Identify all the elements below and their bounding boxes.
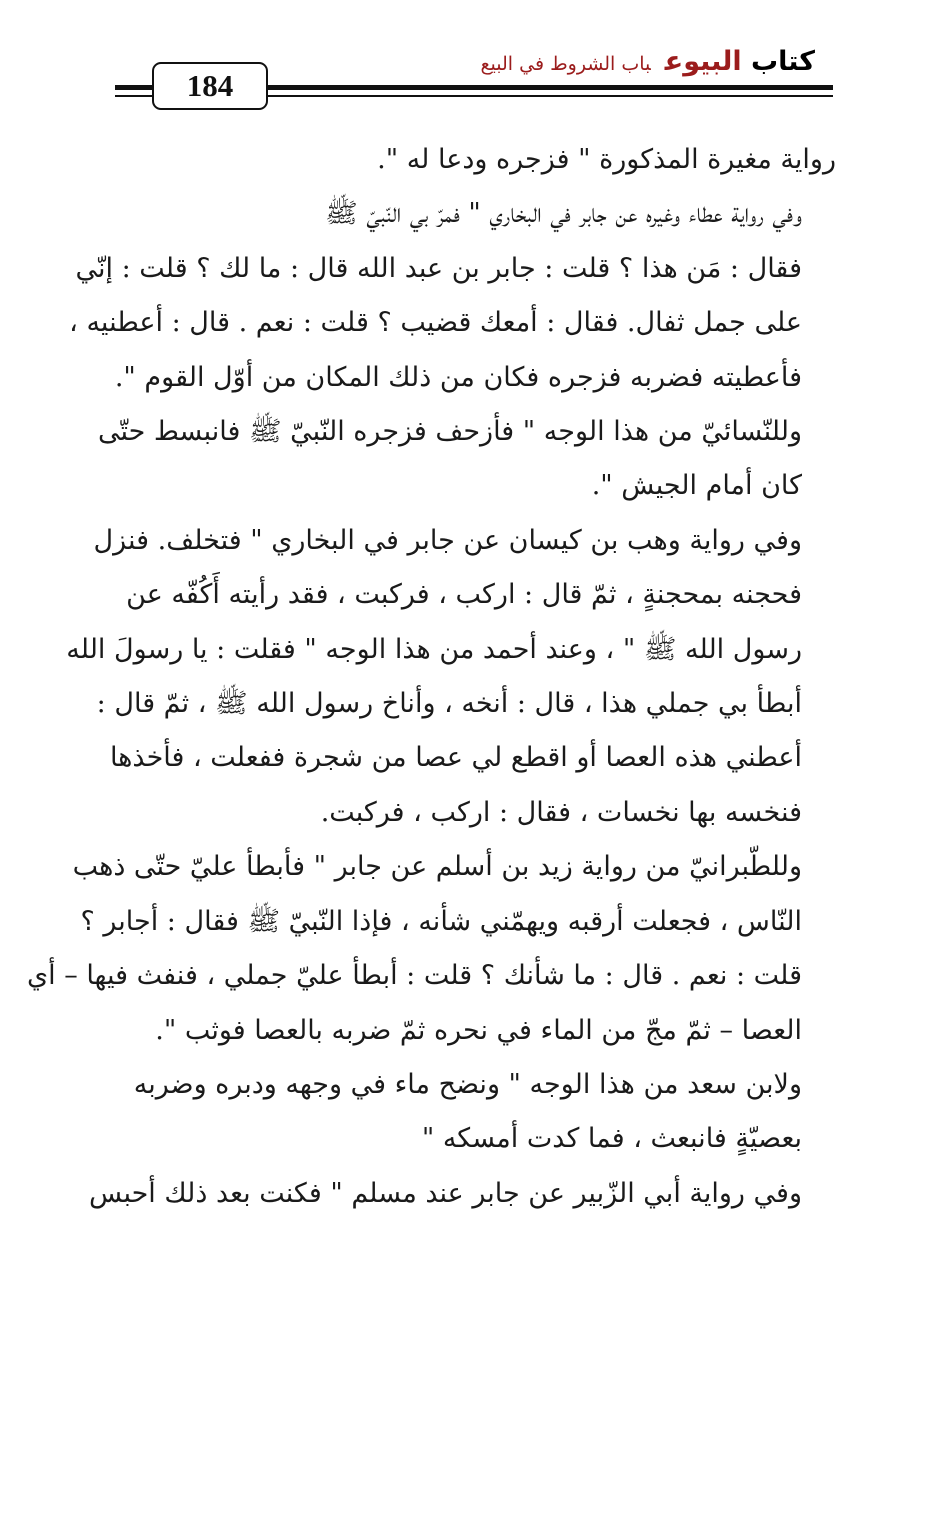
text-line: أبطأ بي جملي هذا ، قال : أنخه ، وأناخ رسول الله ﷺ ، ثمّ قال : [96,688,802,720]
text-line: وفي رواية عطاء وغيره عن جابر في البخاري " فمرّ بي النّبيّ ﷺ [325,198,802,230]
paragraph-4 [66,514,836,840]
text-line: ولابن سعد من هذا الوجه " ونضح ماء في وجهه ودبره وضربه [133,1068,802,1100]
page-header [0,0,945,120]
text-line: وللنّسائيّ من هذا الوجه " فأزحف فزجره النّبيّ ﷺ فانبسط حتّى [97,416,802,448]
paragraph-2 [69,187,836,405]
text-line: النّاس ، فجعلت أرقبه ويهمّني شأنه ، فإذا النّبيّ ﷺ فقال : أجابر ؟ [80,905,802,937]
text-line: قلت : نعم . قال : ما شأنك ؟ قلت : أبطأ عليّ جملي ، فنفث فيها – أي [27,960,802,992]
paragraph-6 [120,1058,836,1167]
text-line: على جمل ثفال. فقال : أمعك قضيب ؟ قلت : نعم . قال : أعطنيه ، [69,307,802,339]
chapter-title: باب الشروط في البيع [480,53,651,75]
text-line: فقال : مَن هذا ؟ قلت : جابر بن عبد الله قال : ما لك ؟ قلت : إنّي [75,252,802,284]
text-line: فنخسه بها نخسات ، فقال : اركب ، فركبت. [320,796,802,828]
text-line: بعصيّةٍ فانبعث ، فما كدت أمسكه " [421,1123,802,1155]
text-line: رواية مغيرة المذكورة " فزجره ودعا له ". [377,144,836,175]
text-line: أعطني هذه العصا أو اقطع لي عصا من شجرة ففعلت ، فأخذها [109,742,802,774]
text-line: وفي رواية أبي الزّبير عن جابر عند مسلم " فكنت بعد ذلك أحبس [89,1177,802,1209]
book-title [665,46,815,77]
book-title-label: كتاب [741,46,815,77]
paragraph-3 [97,405,836,514]
text-line: العصا – ثمّ مجّ من الماء في نحره ثمّ ضربه بالعصا فوثب ". [155,1014,802,1046]
text-line: فحجنه بمحجنةٍ ، ثمّ قال : اركب ، فركبت ، فقد رأيته أَكُفّه عن [126,579,802,611]
paragraph-5 [27,840,836,1058]
page-body [27,133,836,1221]
text-line: كان أمام الجيش ". [591,470,802,502]
page-number: 184 [152,62,268,110]
paragraph-1 [120,133,836,187]
header-titles [480,46,815,77]
text-line: وللطّبرانيّ من رواية زيد بن أسلم عن جابر " فأبطأ عليّ حتّى ذهب [72,851,802,883]
paragraph-7 [89,1167,836,1221]
text-line: رسول الله ﷺ " ، وعند أحمد من هذا الوجه " فقلت : يا رسولَ الله [66,633,802,665]
book-title-accent: البيوع [664,46,742,77]
text-line: وفي رواية وهب بن كيسان عن جابر في البخاري " فتخلف. فنزل [93,524,802,556]
text-line: فأعطيته فضربه فزجره فكان من ذلك المكان من أوّل القوم ". [114,361,802,393]
